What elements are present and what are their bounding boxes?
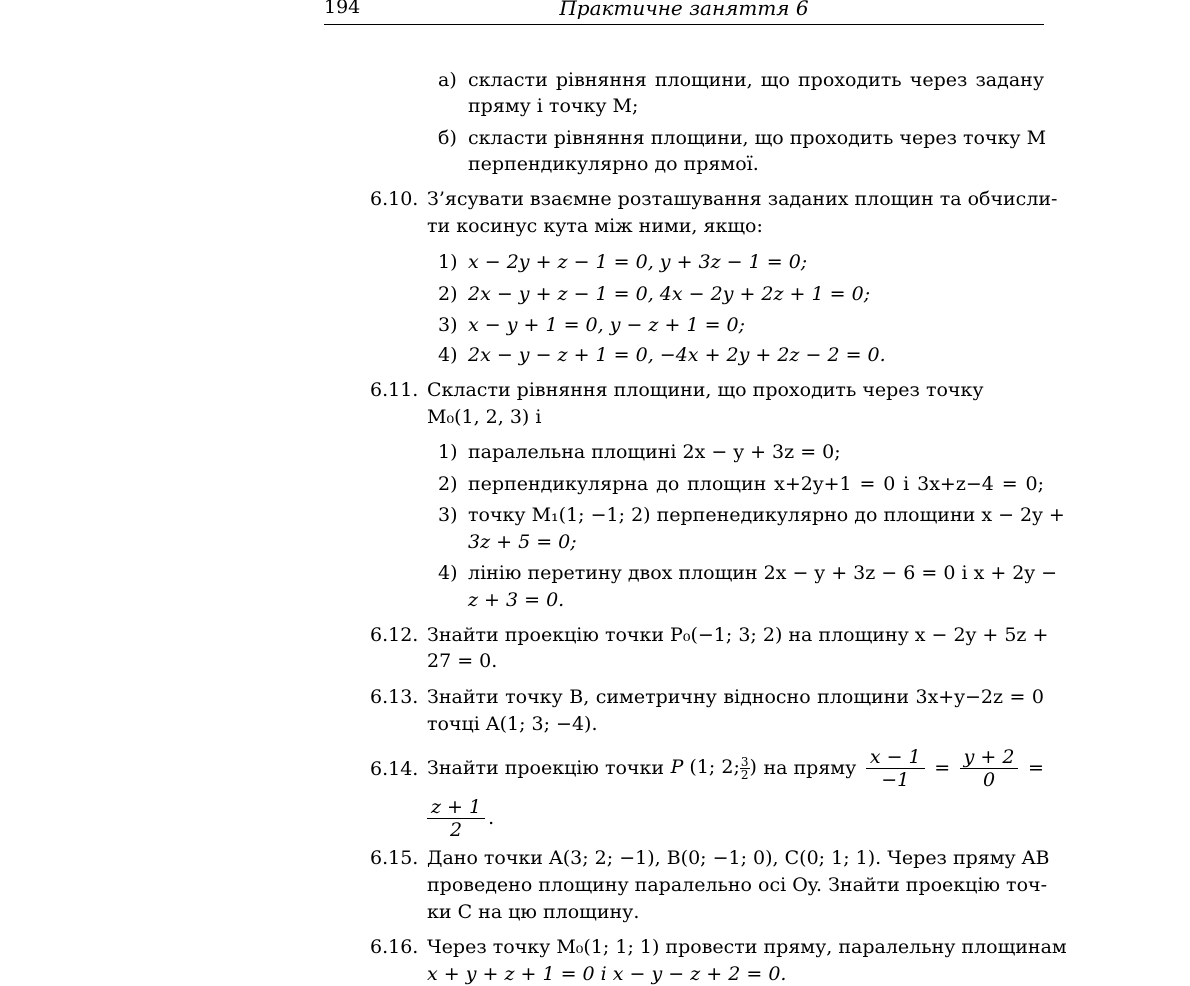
problem-number: 6.12. xyxy=(370,624,419,646)
item-label: 3) xyxy=(438,314,458,336)
fraction: $\frac{z + 1}{2}$ xyxy=(427,796,485,841)
item-label: 1) xyxy=(438,251,458,273)
equals-sign: = xyxy=(1028,757,1044,779)
small-fraction: $\frac{3}{2}$ xyxy=(740,754,749,782)
problem-text: З’ясувати взаємне розташування заданих площин та обчисли- xyxy=(427,188,1058,210)
problem-text: 27 = 0. xyxy=(427,650,498,672)
running-title: Практичне заняття 6 xyxy=(559,0,809,20)
problem-text: проведено площину паралельно осі Oy. Знайти проекцію точ- xyxy=(427,874,1047,896)
problem-text: лінію перетину двох площин 2x − y + 3z − 6 = 0 і x + 2y − xyxy=(468,562,1058,584)
problem-number: 6.14. xyxy=(370,758,419,780)
problem-text-with-fractions xyxy=(427,743,1044,793)
equation: x − y + 1 = 0, y − z + 1 = 0; xyxy=(468,314,746,336)
page-header xyxy=(324,0,1044,25)
item-label: 1) xyxy=(438,441,458,463)
item-label: б) xyxy=(438,127,457,149)
problem-text: на пряму xyxy=(763,757,857,779)
problem-text: скласти рівняння площини, що проходить через задану xyxy=(468,69,1044,91)
problem-text: перпендикулярна до площин x+2y+1 = 0 і 3x+z−4 = 0; xyxy=(468,473,1044,495)
equation: 2x − y + z − 1 = 0, 4x − 2y + 2z + 1 = 0; xyxy=(468,283,871,305)
problem-text: паралельна площині 2x − y + 3z = 0; xyxy=(468,441,841,463)
problem-text: точку M₁(1; −1; 2) перпенедикулярно до площини x − 2y + xyxy=(468,504,1065,526)
equation: x + y + z + 1 = 0 і x − y − z + 2 = 0. xyxy=(427,963,787,985)
problem-number: 6.13. xyxy=(370,686,419,708)
item-label: 2) xyxy=(438,473,458,495)
problem-text: Знайти проекцію точки xyxy=(427,757,665,779)
equation: 2x − y − z + 1 = 0, −4x + 2y + 2z − 2 = 0. xyxy=(468,344,886,366)
problem-number: 6.15. xyxy=(370,847,419,869)
equation: x − 2y + z − 1 = 0, y + 3z − 1 = 0; xyxy=(468,251,808,273)
fraction: $\frac{x - 1}{-1}$ xyxy=(866,746,925,791)
problem-text: Знайти проекцію точки P₀(−1; 3; 2) на площину x − 2y + 5z + xyxy=(427,624,1049,646)
equation: 3z + 5 = 0; xyxy=(468,531,577,553)
coords-open: (1; 2; xyxy=(689,756,740,779)
problem-text: Знайти точку B, симетричну відносно площини 3x+y−2z = 0 xyxy=(427,686,1044,708)
fraction-line xyxy=(427,793,494,843)
problem-text: M₀(1, 2, 3) і xyxy=(427,406,542,428)
coords-close: ) xyxy=(749,756,757,779)
problem-text: скласти рівняння площини, що проходить через точку M xyxy=(468,127,1047,149)
item-label: 2) xyxy=(438,283,458,305)
problem-text: Через точку M₀(1; 1; 1) провести пряму, паралельну площинам xyxy=(427,936,1067,958)
fraction: $\frac{y + 2}{0}$ xyxy=(960,746,1019,791)
problem-number: 6.10. xyxy=(370,188,419,210)
problem-text: Скласти рівняння площини, що проходить через точку xyxy=(427,379,984,401)
item-label: 4) xyxy=(438,562,458,584)
item-label: 3) xyxy=(438,504,458,526)
period: . xyxy=(488,807,495,829)
problem-text: ки C на цю площину. xyxy=(427,901,640,923)
point-label: P xyxy=(670,756,684,779)
problem-text: перпендикулярно до прямої. xyxy=(468,153,759,175)
item-label: а) xyxy=(438,69,457,91)
equation: z + 3 = 0. xyxy=(468,589,565,611)
problem-number: 6.16. xyxy=(370,936,419,958)
item-label: 4) xyxy=(438,344,458,366)
page-number: 194 xyxy=(324,0,361,18)
problem-text: точці A(1; 3; −4). xyxy=(427,713,598,735)
problem-text: пряму і точку M; xyxy=(468,95,639,117)
problem-number: 6.11. xyxy=(370,379,419,401)
problem-text: ти косинус кута між ними, якщо: xyxy=(427,215,763,237)
problem-text: Дано точки A(3; 2; −1), B(0; −1; 0), C(0; 1; 1). Через пряму AB xyxy=(427,847,1050,869)
equals-sign: = xyxy=(934,757,951,779)
point-expression xyxy=(671,755,757,781)
